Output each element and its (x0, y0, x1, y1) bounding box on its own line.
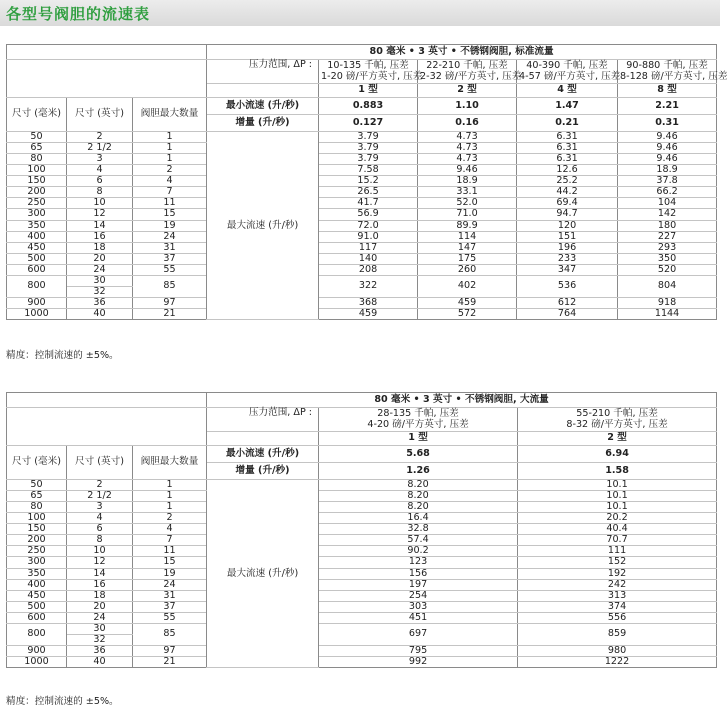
type-label: 4 型 (517, 84, 618, 98)
table-row (7, 491, 717, 502)
blank-cell (7, 408, 207, 446)
max-flow-value: 56.9 (319, 209, 418, 220)
max-count-cell: 1 (133, 154, 207, 165)
max-count-cell: 97 (133, 297, 207, 308)
max-flow-value: 402 (418, 275, 517, 297)
size-inch-cell: 20 (67, 253, 133, 264)
size-inch-cell: 4 (67, 513, 133, 524)
max-flow-value: 4.73 (418, 132, 517, 143)
size-inch-cell: 40 (67, 657, 133, 668)
max-flow-value: 91.0 (319, 231, 418, 242)
size-inch-cell: 2 1/2 (67, 491, 133, 502)
size-mm-cell: 1000 (7, 309, 67, 320)
size-inch-cell: 3 (67, 154, 133, 165)
max-flow-value: 918 (618, 297, 717, 308)
max-flow-value: 37.8 (618, 176, 717, 187)
max-flow-value: 459 (319, 309, 418, 320)
blank-cell (207, 432, 319, 446)
size-mm-cell: 65 (7, 491, 67, 502)
type-label: 1 型 (319, 84, 418, 98)
max-flow-value: 66.2 (618, 187, 717, 198)
size-mm-cell: 400 (7, 231, 67, 242)
size-mm-cell: 150 (7, 176, 67, 187)
size-inch-cell: 24 (67, 612, 133, 623)
table-row (7, 535, 717, 546)
size-inch-cell: 2 (67, 132, 133, 143)
max-flow-value: 992 (319, 657, 518, 668)
size-mm-cell: 800 (7, 623, 67, 645)
max-flow-value: 293 (618, 242, 717, 253)
max-count-cell: 1 (133, 491, 207, 502)
table-row (7, 557, 717, 568)
size-mm-cell: 200 (7, 535, 67, 546)
max-count-cell: 37 (133, 253, 207, 264)
min-flow-value: 5.68 (319, 446, 518, 463)
column-header: 尺寸 (毫米) (7, 98, 67, 132)
max-count-cell: 19 (133, 568, 207, 579)
max-count-cell: 1 (133, 143, 207, 154)
max-flow-value: 18.9 (418, 176, 517, 187)
max-flow-value: 572 (418, 309, 517, 320)
type-label: 2 型 (518, 432, 717, 446)
table-row (7, 231, 717, 242)
max-flow-value: 44.2 (517, 187, 618, 198)
size-inch-cell: 16 (67, 231, 133, 242)
blank-cell (7, 60, 207, 98)
max-flow-value: 697 (319, 623, 518, 645)
max-count-cell: 24 (133, 579, 207, 590)
max-count-cell: 19 (133, 220, 207, 231)
max-count-cell: 97 (133, 645, 207, 656)
max-flow-value: 152 (518, 557, 717, 568)
max-flow-value: 70.7 (518, 535, 717, 546)
table-row (7, 154, 717, 165)
pressure-row (7, 408, 717, 432)
size-inch-cell: 36 (67, 645, 133, 656)
pressure-range-line: 10-135 千帕, 压差 (327, 60, 409, 72)
max-flow-label: 最大流速 (升/秒) (207, 480, 319, 668)
size-mm-cell: 1000 (7, 657, 67, 668)
pressure-label: 压力范围, ΔP : (207, 408, 319, 432)
table-row (7, 502, 717, 513)
size-mm-cell: 400 (7, 579, 67, 590)
size-inch-cell: 30 (67, 275, 133, 286)
max-flow-value: 9.46 (618, 154, 717, 165)
table-row (7, 242, 717, 253)
max-flow-value: 123 (319, 557, 518, 568)
column-header: 阀胆最大数量 (133, 446, 207, 480)
size-inch-cell: 2 (67, 480, 133, 491)
blank-cell (7, 45, 207, 60)
max-flow-value: 612 (517, 297, 618, 308)
max-flow-value: 20.2 (518, 513, 717, 524)
max-flow-value: 322 (319, 275, 418, 297)
pressure-range-cell (618, 60, 727, 84)
max-count-cell: 1 (133, 132, 207, 143)
increment-value: 1.58 (518, 463, 717, 480)
table-row (7, 612, 717, 623)
increment-value: 0.127 (319, 115, 418, 132)
max-flow-value: 368 (319, 297, 418, 308)
size-mm-cell: 50 (7, 132, 67, 143)
max-flow-value: 859 (518, 623, 717, 645)
max-flow-value: 89.9 (418, 220, 517, 231)
table-row (7, 657, 717, 668)
increment-value: 1.26 (319, 463, 518, 480)
max-flow-value: 10.1 (518, 491, 717, 502)
pressure-range-cell (319, 60, 423, 84)
size-inch-cell: 32 (67, 286, 133, 297)
max-flow-value: 72.0 (319, 220, 418, 231)
size-inch-cell: 6 (67, 176, 133, 187)
max-count-cell: 1 (133, 502, 207, 513)
pressure-range-line: 8-32 磅/平方英寸, 压差 (566, 418, 668, 430)
size-inch-cell: 4 (67, 165, 133, 176)
size-inch-cell: 30 (67, 623, 133, 634)
max-count-cell: 24 (133, 231, 207, 242)
table-row (7, 579, 717, 590)
max-count-cell: 15 (133, 209, 207, 220)
size-inch-cell: 40 (67, 309, 133, 320)
table-row (7, 198, 717, 209)
max-flow-value: 6.31 (517, 154, 618, 165)
max-flow-value: 3.79 (319, 154, 418, 165)
max-count-cell: 21 (133, 657, 207, 668)
pressure-range-line: 28-135 千帕, 压差 (377, 408, 459, 420)
max-count-cell: 4 (133, 524, 207, 535)
max-flow-value: 69.4 (517, 198, 618, 209)
max-flow-value: 15.2 (319, 176, 418, 187)
size-inch-cell: 14 (67, 568, 133, 579)
max-count-cell: 7 (133, 535, 207, 546)
max-flow-value: 1222 (518, 657, 717, 668)
size-inch-cell: 20 (67, 601, 133, 612)
pressure-range-line: 2-32 磅/平方英寸, 压差 (420, 70, 522, 82)
size-inch-cell: 8 (67, 535, 133, 546)
table-row (7, 165, 717, 176)
column-header: 尺寸 (英寸) (67, 446, 133, 480)
max-flow-value: 804 (618, 275, 717, 297)
max-flow-value: 52.0 (418, 198, 517, 209)
min-flow-value: 2.21 (618, 98, 717, 115)
max-flow-value: 8.20 (319, 491, 518, 502)
size-mm-cell: 900 (7, 645, 67, 656)
table-title-row (7, 393, 717, 408)
type-label: 8 型 (618, 84, 717, 98)
pressure-range-cell (517, 60, 621, 84)
max-count-cell: 31 (133, 590, 207, 601)
size-mm-cell: 300 (7, 557, 67, 568)
table-row (7, 143, 717, 154)
max-flow-value: 180 (618, 220, 717, 231)
max-flow-value: 350 (618, 253, 717, 264)
max-flow-value: 347 (517, 264, 618, 275)
size-inch-cell: 6 (67, 524, 133, 535)
increment-value: 0.21 (517, 115, 618, 132)
size-mm-cell: 100 (7, 513, 67, 524)
max-flow-value: 9.46 (418, 165, 517, 176)
size-inch-cell: 12 (67, 209, 133, 220)
max-flow-value: 303 (319, 601, 518, 612)
pressure-range-line: 8-128 磅/平方英寸, 压差 (620, 70, 727, 82)
max-flow-value: 25.2 (517, 176, 618, 187)
size-mm-cell: 450 (7, 242, 67, 253)
column-header: 尺寸 (毫米) (7, 446, 67, 480)
pressure-range-line: 4-57 磅/平方英寸, 压差 (519, 70, 621, 82)
size-inch-cell: 3 (67, 502, 133, 513)
max-flow-value: 151 (517, 231, 618, 242)
increment-value: 0.16 (418, 115, 517, 132)
table-row (7, 209, 717, 220)
max-flow-value: 3.79 (319, 132, 418, 143)
max-flow-value: 10.1 (518, 480, 717, 491)
max-count-cell: 55 (133, 264, 207, 275)
max-flow-value: 4.73 (418, 154, 517, 165)
pressure-range-cell (418, 60, 522, 84)
max-flow-value: 114 (418, 231, 517, 242)
pressure-row (7, 60, 717, 84)
max-flow-label: 最大流速 (升/秒) (207, 132, 319, 320)
max-count-cell: 4 (133, 176, 207, 187)
min-flow-value: 1.47 (517, 98, 618, 115)
table-row (7, 275, 717, 286)
max-flow-value: 32.8 (319, 524, 518, 535)
min-flow-value: 0.883 (319, 98, 418, 115)
max-flow-value: 120 (517, 220, 618, 231)
size-mm-cell: 500 (7, 601, 67, 612)
max-flow-value: 57.4 (319, 535, 518, 546)
pressure-range-line: 55-210 千帕, 压差 (576, 408, 658, 420)
max-flow-value: 451 (319, 612, 518, 623)
max-flow-value: 242 (518, 579, 717, 590)
max-flow-value: 9.46 (618, 132, 717, 143)
size-inch-cell: 16 (67, 579, 133, 590)
max-flow-value: 10.1 (518, 502, 717, 513)
max-count-cell: 85 (133, 275, 207, 297)
min-flow-label: 最小流速 (升/秒) (207, 98, 319, 115)
type-label: 2 型 (418, 84, 517, 98)
min-flow-row (7, 98, 717, 115)
table-title: 80 毫米 • 3 英寸 • 不锈钢阀胆, 标准流量 (207, 45, 717, 60)
table-title: 80 毫米 • 3 英寸 • 不锈钢阀胆, 大流量 (207, 393, 717, 408)
size-inch-cell: 24 (67, 264, 133, 275)
max-flow-value: 795 (319, 645, 518, 656)
increment-value: 0.31 (618, 115, 717, 132)
max-count-cell: 55 (133, 612, 207, 623)
table-title-row (7, 45, 717, 60)
max-flow-value: 208 (319, 264, 418, 275)
max-flow-value: 556 (518, 612, 717, 623)
max-flow-value: 8.20 (319, 480, 518, 491)
max-flow-value: 140 (319, 253, 418, 264)
table-row (7, 645, 717, 656)
max-flow-value: 536 (517, 275, 618, 297)
blank-cell (7, 393, 207, 408)
table-row (7, 568, 717, 579)
max-flow-value: 41.7 (319, 198, 418, 209)
max-flow-value: 313 (518, 590, 717, 601)
max-flow-value: 33.1 (418, 187, 517, 198)
flow-table-high (6, 392, 717, 668)
max-flow-value: 147 (418, 242, 517, 253)
max-flow-value: 71.0 (418, 209, 517, 220)
size-mm-cell: 900 (7, 297, 67, 308)
max-flow-value: 459 (418, 297, 517, 308)
max-count-cell: 7 (133, 187, 207, 198)
size-inch-cell: 8 (67, 187, 133, 198)
accuracy-note: 精度：控制流速的 ±5%。 (6, 696, 119, 707)
size-inch-cell: 18 (67, 590, 133, 601)
max-flow-value: 260 (418, 264, 517, 275)
size-mm-cell: 100 (7, 165, 67, 176)
max-flow-value: 254 (319, 590, 518, 601)
table-row (7, 264, 717, 275)
max-flow-value: 90.2 (319, 546, 518, 557)
max-flow-value: 6.31 (517, 143, 618, 154)
max-flow-value: 117 (319, 242, 418, 253)
size-mm-cell: 600 (7, 264, 67, 275)
size-inch-cell: 10 (67, 546, 133, 557)
size-mm-cell: 50 (7, 480, 67, 491)
table-row (7, 601, 717, 612)
table-row (7, 253, 717, 264)
max-flow-value: 156 (319, 568, 518, 579)
pressure-range-line: 90-880 千帕, 压差 (626, 60, 708, 72)
max-count-cell: 37 (133, 601, 207, 612)
max-flow-value: 1144 (618, 309, 717, 320)
size-inch-cell: 12 (67, 557, 133, 568)
max-flow-value: 227 (618, 231, 717, 242)
max-flow-value: 8.20 (319, 502, 518, 513)
max-flow-value: 111 (518, 546, 717, 557)
max-flow-value: 192 (518, 568, 717, 579)
max-flow-value: 197 (319, 579, 518, 590)
table-row (7, 309, 717, 320)
max-flow-value: 26.5 (319, 187, 418, 198)
max-flow-value: 980 (518, 645, 717, 656)
size-mm-cell: 600 (7, 612, 67, 623)
max-flow-value: 520 (618, 264, 717, 275)
size-inch-cell: 14 (67, 220, 133, 231)
size-mm-cell: 500 (7, 253, 67, 264)
max-count-cell: 21 (133, 309, 207, 320)
table-row (7, 480, 717, 491)
max-flow-value: 104 (618, 198, 717, 209)
size-mm-cell: 450 (7, 590, 67, 601)
table-row (7, 590, 717, 601)
max-flow-value: 196 (517, 242, 618, 253)
size-mm-cell: 80 (7, 502, 67, 513)
max-flow-value: 142 (618, 209, 717, 220)
size-mm-cell: 300 (7, 209, 67, 220)
table-row (7, 132, 717, 143)
max-flow-value: 4.73 (418, 143, 517, 154)
size-mm-cell: 80 (7, 154, 67, 165)
page-header (0, 0, 720, 26)
blank-cell (207, 84, 319, 98)
size-mm-cell: 800 (7, 275, 67, 297)
table-row (7, 176, 717, 187)
max-count-cell: 11 (133, 546, 207, 557)
column-header: 尺寸 (英寸) (67, 98, 133, 132)
pressure-range-line: 22-210 千帕, 压差 (426, 60, 508, 72)
min-flow-label: 最小流速 (升/秒) (207, 446, 319, 463)
size-mm-cell: 65 (7, 143, 67, 154)
pressure-range-cell (319, 408, 518, 432)
size-inch-cell: 2 1/2 (67, 143, 133, 154)
size-mm-cell: 350 (7, 568, 67, 579)
size-inch-cell: 18 (67, 242, 133, 253)
column-header: 阀胆最大数量 (133, 98, 207, 132)
max-count-cell: 31 (133, 242, 207, 253)
size-inch-cell: 10 (67, 198, 133, 209)
table-row (7, 220, 717, 231)
increment-label: 增量 (升/秒) (207, 463, 319, 480)
table-row (7, 623, 717, 634)
flow-table-standard (6, 44, 727, 320)
max-flow-value: 764 (517, 309, 618, 320)
max-count-cell: 85 (133, 623, 207, 645)
max-flow-value: 175 (418, 253, 517, 264)
size-mm-cell: 150 (7, 524, 67, 535)
increment-label: 增量 (升/秒) (207, 115, 319, 132)
max-count-cell: 11 (133, 198, 207, 209)
max-flow-value: 233 (517, 253, 618, 264)
size-mm-cell: 200 (7, 187, 67, 198)
max-flow-value: 40.4 (518, 524, 717, 535)
min-flow-value: 1.10 (418, 98, 517, 115)
max-flow-value: 94.7 (517, 209, 618, 220)
table-row (7, 513, 717, 524)
max-flow-value: 6.31 (517, 132, 618, 143)
max-flow-value: 3.79 (319, 143, 418, 154)
type-label: 1 型 (319, 432, 518, 446)
min-flow-row (7, 446, 717, 463)
accuracy-note: 精度：控制流速的 ±5%。 (6, 350, 119, 361)
max-count-cell: 2 (133, 513, 207, 524)
max-flow-value: 16.4 (319, 513, 518, 524)
size-inch-cell: 36 (67, 297, 133, 308)
page-title: 各型号阀胆的流速表 (6, 5, 151, 23)
table-row (7, 297, 717, 308)
size-mm-cell: 250 (7, 198, 67, 209)
max-flow-value: 374 (518, 601, 717, 612)
max-flow-value: 18.9 (618, 165, 717, 176)
max-flow-value: 9.46 (618, 143, 717, 154)
pressure-range-line: 40-390 千帕, 压差 (526, 60, 608, 72)
max-flow-value: 7.58 (319, 165, 418, 176)
max-count-cell: 2 (133, 165, 207, 176)
max-count-cell: 15 (133, 557, 207, 568)
min-flow-value: 6.94 (518, 446, 717, 463)
size-mm-cell: 250 (7, 546, 67, 557)
size-mm-cell: 350 (7, 220, 67, 231)
pressure-range-line: 4-20 磅/平方英寸, 压差 (367, 418, 469, 430)
table-row (7, 187, 717, 198)
table-row (7, 524, 717, 535)
table-row (7, 546, 717, 557)
size-inch-cell: 32 (67, 634, 133, 645)
max-count-cell: 1 (133, 480, 207, 491)
max-flow-value: 12.6 (517, 165, 618, 176)
pressure-range-cell (518, 408, 717, 432)
pressure-range-line: 1-20 磅/平方英寸, 压差 (321, 70, 423, 82)
pressure-label: 压力范围, ΔP : (207, 60, 319, 84)
